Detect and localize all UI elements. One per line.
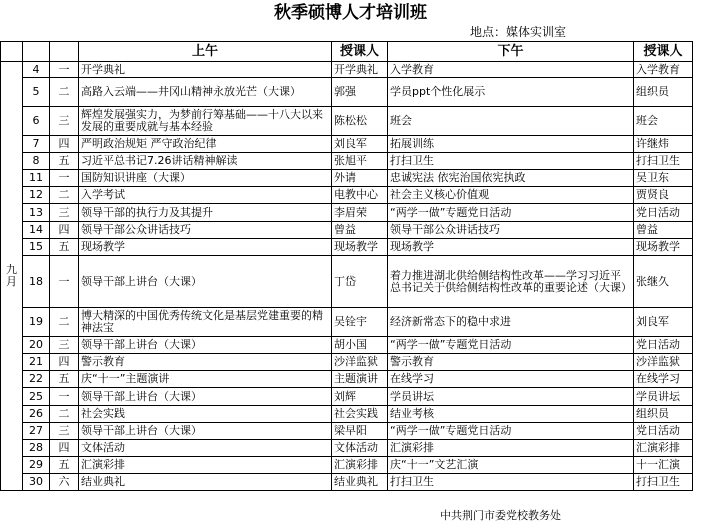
month-label: 九月 [1,62,23,491]
afternoon-teacher: 打扫卫生 [634,153,693,170]
afternoon-topic: 学员讲坛 [388,388,634,406]
afternoon-teacher: 党日活动 [634,204,693,222]
afternoon-teacher: 十一汇演 [634,457,693,474]
morning-topic: 领导干部公众讲话技巧 [79,222,332,239]
afternoon-topic: “两学一做”专题党日活动 [388,337,634,354]
weekday-label: 四 [50,136,79,153]
schedule-body [1,42,693,491]
afternoon-topic: 打扫卫生 [388,153,634,170]
afternoon-teacher: 组织员 [634,406,693,423]
afternoon-teacher: 班会 [634,107,693,136]
weekday-label: 二 [50,406,79,423]
morning-topic: 入学考试 [79,187,332,204]
weekday-label: 六 [50,474,79,491]
morning-topic: 国防知识讲座（大课） [79,170,332,187]
morning-topic: 高路入云端——井冈山精神永放光芒（大课） [79,78,332,107]
afternoon-teacher: 党日活动 [634,423,693,440]
morning-topic: 汇演彩排 [79,457,332,474]
weekday-label: 一 [50,62,79,78]
day-number: 26 [23,406,50,423]
morning-teacher: 梁早阳 [332,423,388,440]
schedule-row [1,388,693,406]
day-number: 21 [23,354,50,371]
afternoon-topic: “两学一做”专题党日活动 [388,423,634,440]
day-number: 27 [23,423,50,440]
morning-teacher: 沙洋监狱 [332,354,388,371]
morning-topic: 文体活动 [79,440,332,457]
schedule-row [1,62,693,78]
schedule-row [1,406,693,423]
weekday-label: 一 [50,256,79,308]
day-number: 4 [23,62,50,78]
morning-topic: 博大精深的中国优秀传统文化是基层党建重要的精神法宝 [79,308,332,337]
weekday-label: 五 [50,371,79,388]
schedule-row [1,474,693,491]
morning-teacher: 曾益 [332,222,388,239]
schedule-row [1,170,693,187]
morning-teacher: 丁岱 [332,256,388,308]
morning-teacher: 刘辉 [332,388,388,406]
afternoon-topic: 结业考核 [388,406,634,423]
afternoon-teacher: 张继久 [634,256,693,308]
afternoon-topic: 着力推进湖北供给侧结构性改革——学习习近平总书记关于供给侧结构性改革的重要论述（大课） [388,256,634,308]
morning-topic: 领导干部的执行力及其提升 [79,204,332,222]
day-number: 20 [23,337,50,354]
day-number: 13 [23,204,50,222]
afternoon-topic: 在线学习 [388,371,634,388]
morning-teacher: 李眉荣 [332,204,388,222]
afternoon-topic: 经济新常态下的稳中求进 [388,308,634,337]
day-number: 14 [23,222,50,239]
schedule-row [1,256,693,308]
morning-teacher: 电教中心 [332,187,388,204]
schedule-row [1,153,693,170]
footer-org: 中共荆门市委党校教务处 [440,509,561,522]
morning-teacher: 结业典礼 [332,474,388,491]
schedule-row [1,457,693,474]
morning-teacher: 文体活动 [332,440,388,457]
afternoon-teacher: 贾贤良 [634,187,693,204]
day-number: 30 [23,474,50,491]
morning-topic: 习近平总书记7.26讲话精神解读 [79,153,332,170]
weekday-label: 四 [50,440,79,457]
schedule-row [1,308,693,337]
morning-teacher: 郭强 [332,78,388,107]
weekday-label: 三 [50,204,79,222]
morning-topic: 开学典礼 [79,62,332,78]
schedule-row [1,440,693,457]
afternoon-topic: 领导干部公众讲话技巧 [388,222,634,239]
weekday-label: 五 [50,457,79,474]
morning-topic: 结业典礼 [79,474,332,491]
day-number: 8 [23,153,50,170]
weekday-label: 五 [50,153,79,170]
afternoon-teacher: 在线学习 [634,371,693,388]
header-blank [1,42,23,62]
header-morning-teacher: 授课人 [332,42,388,62]
afternoon-topic: 拓展训练 [388,136,634,153]
schedule-table [0,41,693,491]
morning-topic: 领导干部上讲台（大课） [79,256,332,308]
afternoon-teacher: 曾益 [634,222,693,239]
morning-topic: 严明政治规矩 严守政治纪律 [79,136,332,153]
location-label: 地点：媒体实训室 [470,25,567,39]
morning-topic: 领导干部上讲台（大课） [79,423,332,440]
schedule-row [1,423,693,440]
afternoon-teacher: 入学教育 [634,62,693,78]
morning-teacher: 汇演彩排 [332,457,388,474]
schedule-row [1,337,693,354]
morning-teacher: 胡小国 [332,337,388,354]
morning-teacher: 主题演讲 [332,371,388,388]
day-number: 28 [23,440,50,457]
morning-teacher: 陈松松 [332,107,388,136]
weekday-label: 三 [50,423,79,440]
day-number: 11 [23,170,50,187]
weekday-label: 四 [50,354,79,371]
afternoon-teacher: 许继炜 [634,136,693,153]
afternoon-teacher: 现场教学 [634,239,693,256]
weekday-label: 二 [50,78,79,107]
schedule-row [1,107,693,136]
morning-teacher: 张旭平 [332,153,388,170]
afternoon-teacher: 组织员 [634,78,693,107]
morning-topic: 领导干部上讲台（大课） [79,388,332,406]
afternoon-topic: 班会 [388,107,634,136]
afternoon-topic: 打扫卫生 [388,474,634,491]
weekday-label: 二 [50,187,79,204]
morning-topic: 辉煌发展强实力，为梦前行筹基础——十八大以来发展的重要成就与基本经验 [79,107,332,136]
afternoon-topic: 忠诚宪法 依宪治国依宪执政 [388,170,634,187]
day-number: 12 [23,187,50,204]
weekday-label: 一 [50,170,79,187]
header-morning: 上午 [79,42,332,62]
weekday-label: 四 [50,222,79,239]
afternoon-topic: 庆“十一”文艺汇演 [388,457,634,474]
header-row [1,42,693,62]
weekday-label: 三 [50,107,79,136]
weekday-label: 二 [50,308,79,337]
day-number: 15 [23,239,50,256]
morning-teacher: 外请 [332,170,388,187]
schedule-row [1,136,693,153]
day-number: 7 [23,136,50,153]
afternoon-topic: 警示教育 [388,354,634,371]
header-blank [23,42,50,62]
schedule-row [1,204,693,222]
afternoon-topic: 入学教育 [388,62,634,78]
afternoon-topic: 学员ppt个性化展示 [388,78,634,107]
morning-topic: 现场教学 [79,239,332,256]
schedule-row [1,239,693,256]
schedule-row [1,222,693,239]
schedule-row [1,78,693,107]
afternoon-teacher: 刘良军 [634,308,693,337]
weekday-label: 一 [50,388,79,406]
weekday-label: 五 [50,239,79,256]
morning-teacher: 吴铨宇 [332,308,388,337]
schedule-row [1,354,693,371]
afternoon-topic: “两学一做”专题党日活动 [388,204,634,222]
morning-topic: 警示教育 [79,354,332,371]
afternoon-teacher: 学员讲坛 [634,388,693,406]
schedule-row [1,371,693,388]
morning-teacher: 开学典礼 [332,62,388,78]
morning-teacher: 刘良军 [332,136,388,153]
afternoon-teacher: 沙洋监狱 [634,354,693,371]
afternoon-teacher: 打扫卫生 [634,474,693,491]
header-afternoon-teacher: 授课人 [634,42,693,62]
day-number: 29 [23,457,50,474]
day-number: 18 [23,256,50,308]
header-blank [50,42,79,62]
day-number: 25 [23,388,50,406]
day-number: 19 [23,308,50,337]
morning-topic: 社会实践 [79,406,332,423]
sheet-title: 秋季硕博人才培训班 [274,3,427,23]
afternoon-teacher: 汇演彩排 [634,440,693,457]
weekday-label: 三 [50,337,79,354]
morning-topic: 领导干部上讲台（大课） [79,337,332,354]
day-number: 5 [23,78,50,107]
morning-topic: 庆“十一”主题演讲 [79,371,332,388]
day-number: 22 [23,371,50,388]
header-afternoon: 下午 [388,42,634,62]
morning-teacher: 现场教学 [332,239,388,256]
morning-teacher: 社会实践 [332,406,388,423]
afternoon-topic: 社会主义核心价值观 [388,187,634,204]
afternoon-topic: 汇演彩排 [388,440,634,457]
schedule-row [1,187,693,204]
day-number: 6 [23,107,50,136]
afternoon-teacher: 党日活动 [634,337,693,354]
afternoon-topic: 现场教学 [388,239,634,256]
afternoon-teacher: 吴卫东 [634,170,693,187]
